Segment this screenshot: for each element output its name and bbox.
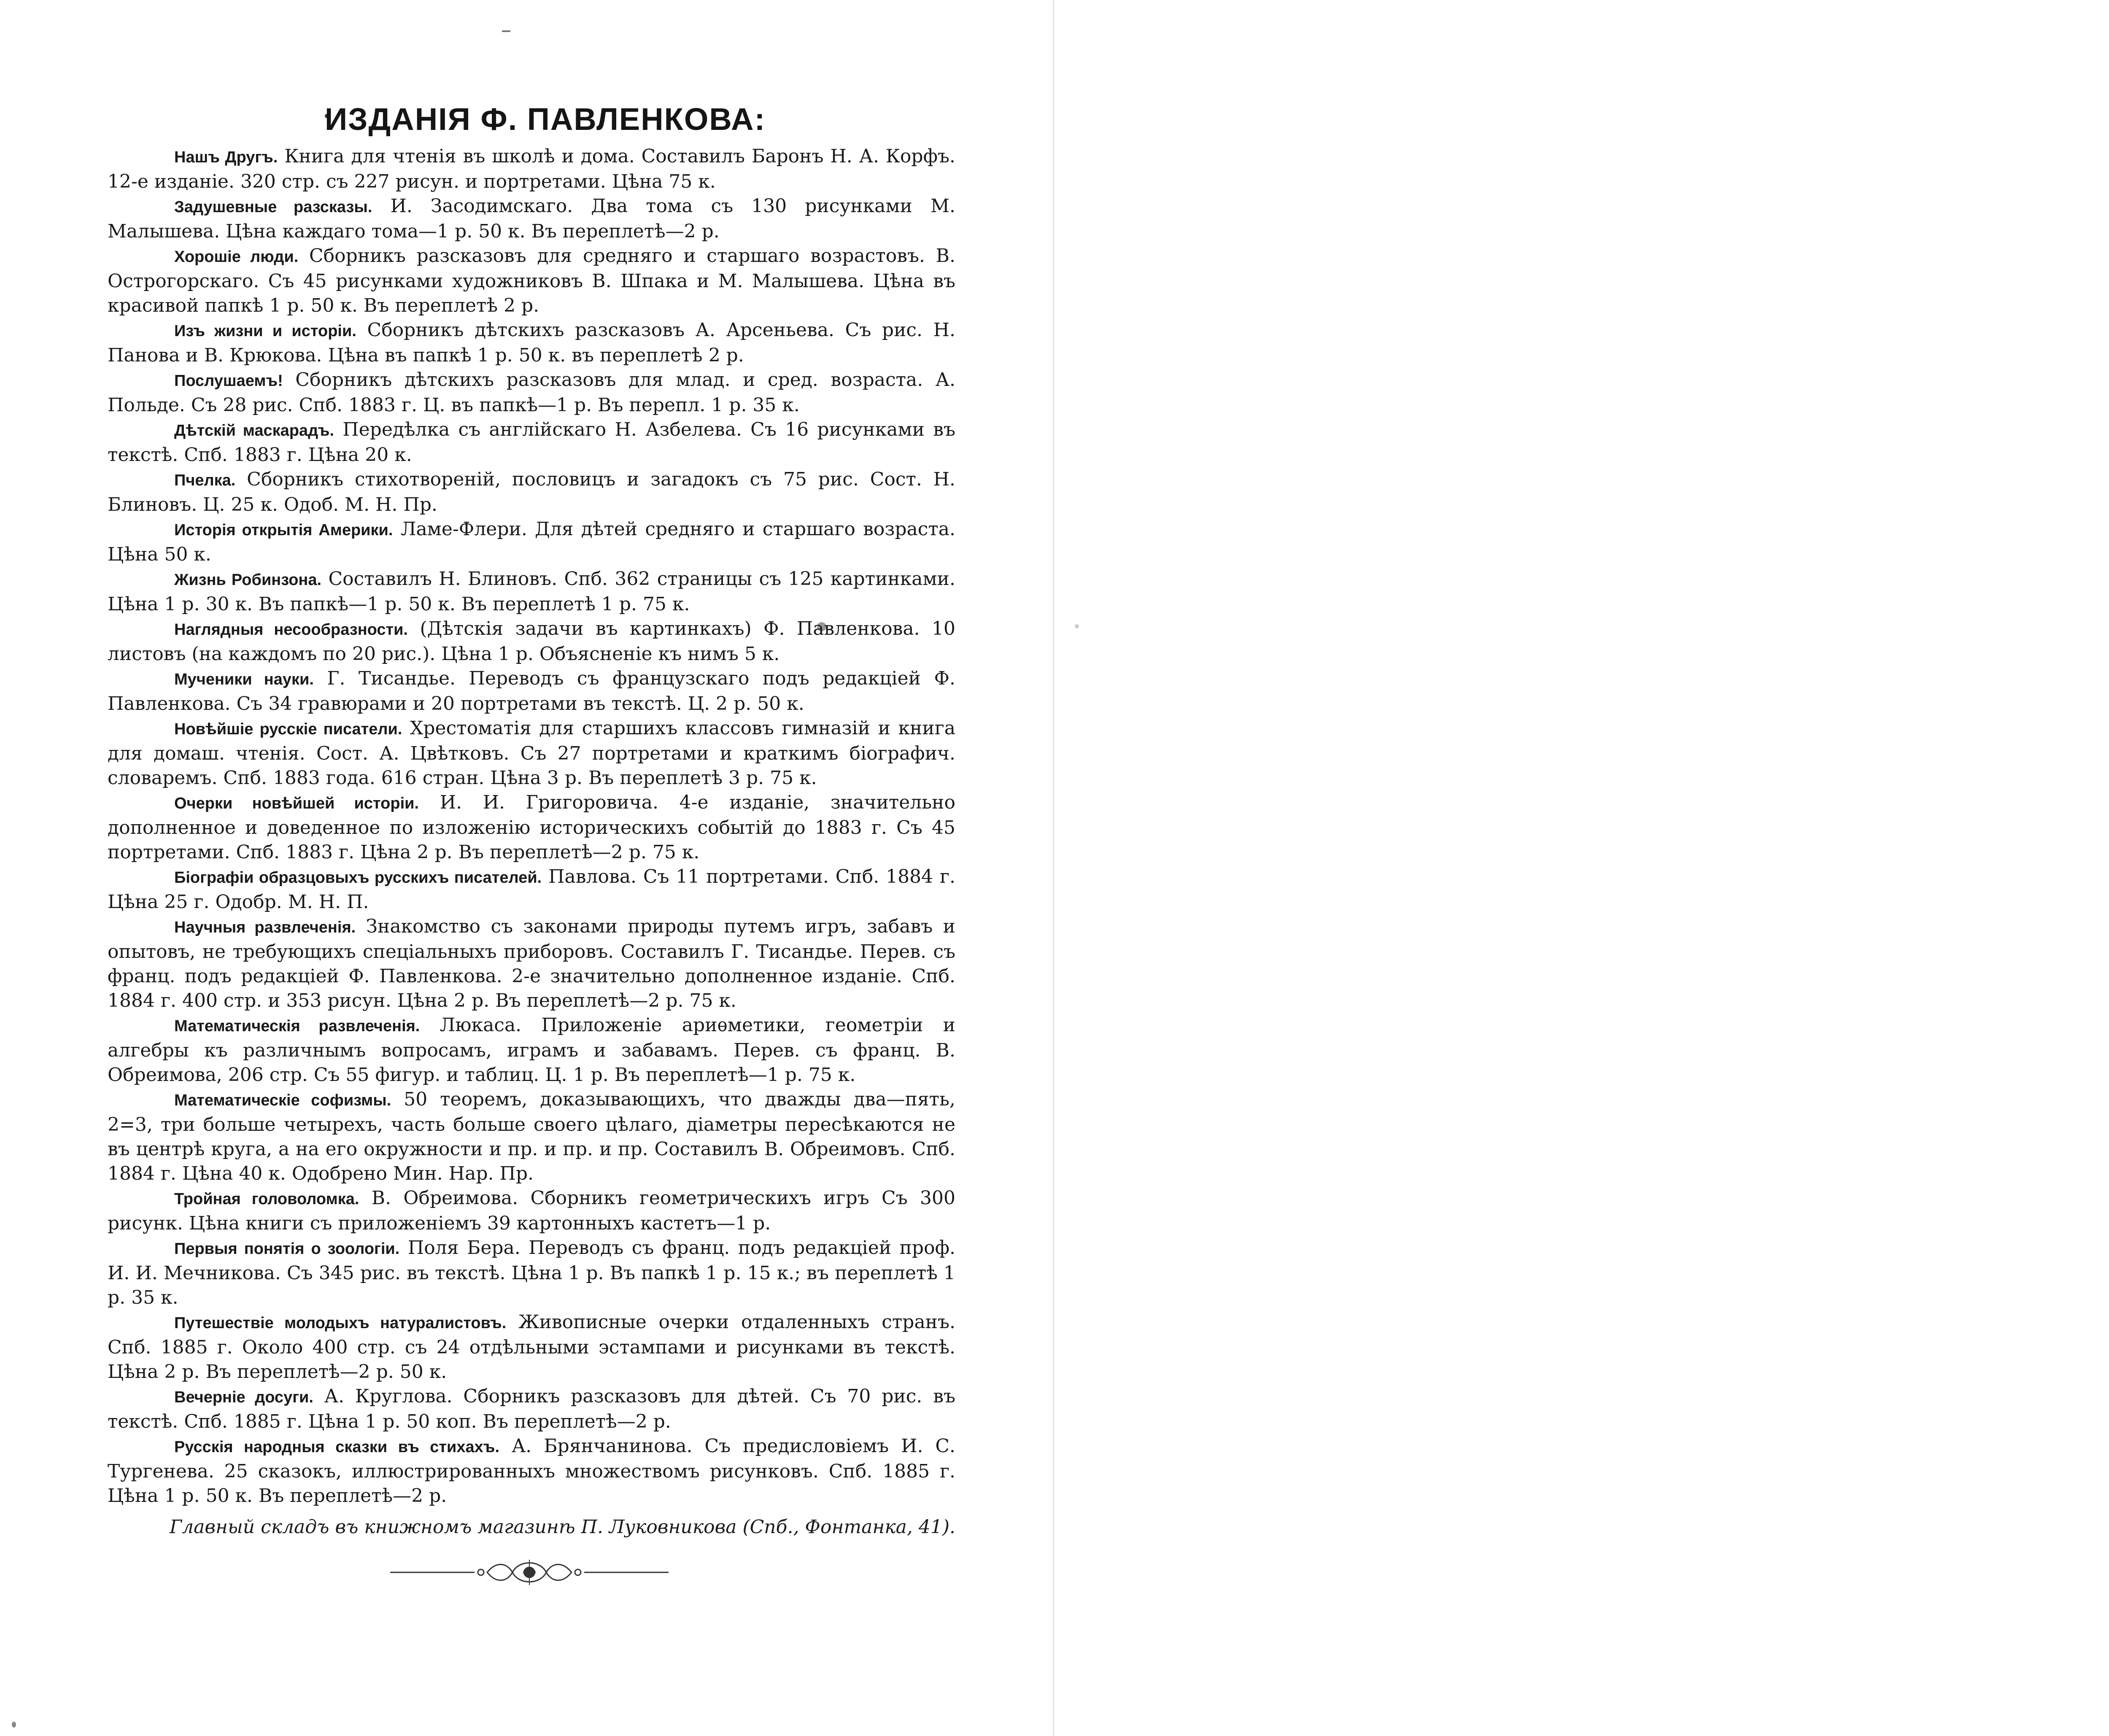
catalog-entry [108,1236,955,1310]
catalog-entry [108,1186,955,1236]
entry-description: А. Круглова. Сборникъ разсказовъ для дѣтей. Съ 70 рис. въ текстѣ. Спб. 1885 г. Цѣна 1 р. 50 коп. Въ переплетѣ—2 р. [108,1386,955,1432]
entry-description: Люкаса. Приложеніе ариѳметики, геометріи и алгебры къ различнымъ вопросамъ, играмъ и забавамъ. Перев. съ франц. В. Обреимова, 206 стр. Съ 55 фигур. и таблиц. Ц. 1 р. Въ переплетѣ—1 р. 75 к. [108,1014,955,1086]
entry-title: Очерки новѣйшей исторіи. [174,795,419,812]
top-mark [502,30,510,32]
entry-description: Ламе-Флери. Для дѣтей средняго и старшаго возраста. Цѣна 50 к. [108,518,955,565]
entry-description: Сборникъ дѣтскихъ разсказовъ А. Арсеньева. Съ рис. Н. Панова и В. Крюкова. Цѣна въ папкѣ 1 р. 50 к. въ переплетѣ 2 р. [108,319,956,366]
entry-title: Біографіи образцовыхъ русскихъ писателей. [174,869,542,887]
entry-title: Исторія открытія Америки. [174,521,393,539]
entry-description: Павлова. Съ 11 портретами. Спб. 1884 г. Цѣна 25 г. Одобр. М. Н. П. [108,866,956,913]
entry-description: (Дѣтскія задачи въ картинкахъ) Ф. Павленкова. 10 листовъ (на каждомъ по 20 рис.). Цѣна 1 р. Объясненіе къ нимъ 5 к. [108,618,955,665]
catalog-entry [108,467,955,517]
entry-description: И. И. Григоровича. 4-е изданіе, значительно дополненное и доведенное по изложенію историческихъ событій до 1883 г. Съ 45 портретами. Спб. 1883 г. Цѣна 2 р. Въ переплетѣ—2 р. 75 к. [108,792,955,863]
entry-title: Научныя развлеченія. [174,919,356,936]
catalog-entry [108,318,955,368]
entry-description: Сборникъ стихотвореній, пословицъ и загадокъ съ 75 рис. Сост. Н. Блиновъ. Ц. 25 к. Одоб. М. Н. Пр. [108,469,955,515]
catalog-entry [108,1087,955,1186]
entry-title: Первыя понятія о зоологіи. [174,1240,400,1258]
catalog-entry [108,244,955,318]
catalog-entry [108,194,955,244]
entry-title: Вечерніе досуги. [174,1388,313,1406]
catalog-entry [108,567,955,617]
entry-title: Хорошіе люди. [174,248,299,266]
entry-description: Живописные очерки отдаленныхъ странъ. Спб. 1885 г. Около 400 стр. съ 24 отдѣльными эстампами и рисунками въ текстѣ. Цѣна 2 р. Въ переплетѣ—2 р. 50 к. [108,1311,955,1383]
right-page-blank [1054,0,2109,1736]
entry-title: Изъ жизни и исторіи. [174,322,356,340]
entry-description: В. Обреимова. Сборникъ геометрическихъ игръ Съ 300 рисунк. Цѣна книги съ приложеніемъ 39 картонныхъ кастетъ—1 р. [108,1187,955,1234]
entry-title: Новѣйшіе русскіе писатели. [174,720,402,738]
catalog-entry [108,517,955,567]
paper-speck [12,1722,16,1728]
decorative-ornament [390,1555,669,1589]
catalog-entry [108,1384,955,1434]
catalog-entry [108,368,955,418]
catalog-entry [108,144,955,194]
entry-description: Знакомство съ законами природы путемъ игръ, забавъ и опытовъ, не требующихъ спеціальныхъ приборовъ. Составилъ Г. Тисандье. Перев. съ франц. подъ редакціей Ф. Павленкова. 2-е значительно дополненное изданіе. Спб. 1884 г. 400 стр. и 353 рисун. Цѣна 2 р. Въ переплетѣ—2 р. 75 к. [108,916,955,1011]
catalog-entry [108,914,955,1013]
entry-title: Русскія народныя сказки въ стихахъ. [174,1438,500,1456]
entry-title: Математическія развлеченія. [174,1017,420,1035]
publisher-footer: Главный складъ въ книжномъ магазинѣ П. Луковникова (Спб., Фонтанка, 41). [169,1516,955,1538]
entry-description: Составилъ Н. Блиновъ. Спб. 362 страницы съ 125 картинками. Цѣна 1 р. 30 к. Въ папкѣ—1 р. 50 к. Въ переплетѣ 1 р. 75 к. [108,568,955,615]
entry-title: Мученики науки. [174,671,314,688]
entry-title: Путешествіе молодыхъ натуралистовъ. [174,1314,507,1332]
entry-title: Дѣтскій маскарадъ. [174,422,334,439]
catalog-entry [108,716,955,790]
entry-description: Сборникъ разсказовъ для средняго и старшаго возрастовъ. В. Острогорскаго. Съ 45 рисунками художниковъ В. Шпака и М. Малышева. Цѣна въ красивой папкѣ 1 р. 50 к. Въ переплетѣ 2 р. [108,245,955,316]
entry-description: 50 теоремъ, доказывающихъ, что дважды два—пять, 2=3, три больше четырехъ, часть больше своего цѣлаго, діаметры пересѣкаются не въ центрѣ круга, а на его окружности и пр. и пр. и пр. Составилъ В. Обреимовъ. Спб. 1884 г. Цѣна 40 к. Одобрено Мин. Нар. Пр. [108,1089,955,1184]
catalog-entry [108,790,955,865]
paper-speck [1075,624,1079,628]
entry-description: Книга для чтенія въ школѣ и дома. Составилъ Баронъ Н. А. Корфъ. 12-е изданіе. 320 стр. съ 227 рисун. и портретами. Цѣна 75 к. [108,146,955,192]
page-title: ИЗДАНІЯ Ф. ПАВЛЕНКОВА: [325,102,766,137]
catalog-entry [108,865,955,914]
entry-description: А. Брянчанинова. Съ предисловіемъ И. С. Тургенева. 25 сказокъ, иллюстрированныхъ множествомъ рисунковъ. Спб. 1885 г. Цѣна 1 р. 50 к. Въ переплетѣ—2 р. [108,1435,955,1507]
catalog-entry [108,418,955,467]
entry-description: Г. Тисандье. Переводъ съ французскаго подъ редакціей Ф. Павленкова. Съ 34 гравюрами и 20 портретами въ текстѣ. Ц. 2 р. 50 к. [108,668,955,714]
catalog-entry [108,1434,955,1508]
catalog-entry [108,1310,955,1384]
entry-title: Задушевные разсказы. [174,198,372,216]
entry-title: Пчелка. [174,472,236,489]
entry-title: Математическіе софизмы. [174,1092,391,1109]
entry-description: Передѣлка съ англійскаго Н. Азбелева. Съ 16 рисунками въ текстѣ. Спб. 1883 г. Цѣна 20 к. [108,419,955,466]
catalog-list [108,144,955,1508]
entry-title: Послушаемъ! [174,372,283,390]
entry-description: И. Засодимскаго. Два тома съ 130 рисунками М. Малышева. Цѣна каждаго тома—1 р. 50 к. Въ переплетѣ—2 р. [108,195,955,242]
entry-title: Тройная головоломка. [174,1190,359,1208]
entry-title: Жизнь Робинзона. [174,571,322,589]
catalog-entry [108,666,955,716]
entry-title: Нашъ Другъ. [174,148,278,166]
entry-description: Хрестоматія для старшихъ классовъ гимназій и книга для домаш. чтенія. Сост. А. Цвѣтковъ. Съ 27 портретами и краткимъ біографич. словаремъ. Спб. 1883 года. 616 стран. Цѣна 3 р. Въ переплетѣ 3 р. 75 к. [108,717,955,789]
entry-description: Поля Бера. Переводъ съ франц. подъ редакціей проф. И. И. Мечникова. Съ 345 рис. въ текстѣ. Цѣна 1 р. Въ папкѣ 1 р. 15 к.; въ переплетѣ 1 р. 35 к. [108,1237,956,1308]
entry-description: Сборникъ дѣтскихъ разсказовъ для млад. и сред. возраста. А. Польде. Съ 28 рис. Спб. 1883 г. Ц. въ папкѣ—1 р. Въ перепл. 1 р. 35 к. [108,369,955,416]
catalog-entry [108,617,955,666]
catalog-entry [108,1013,955,1087]
entry-title: Наглядныя несообразности. [174,621,408,639]
